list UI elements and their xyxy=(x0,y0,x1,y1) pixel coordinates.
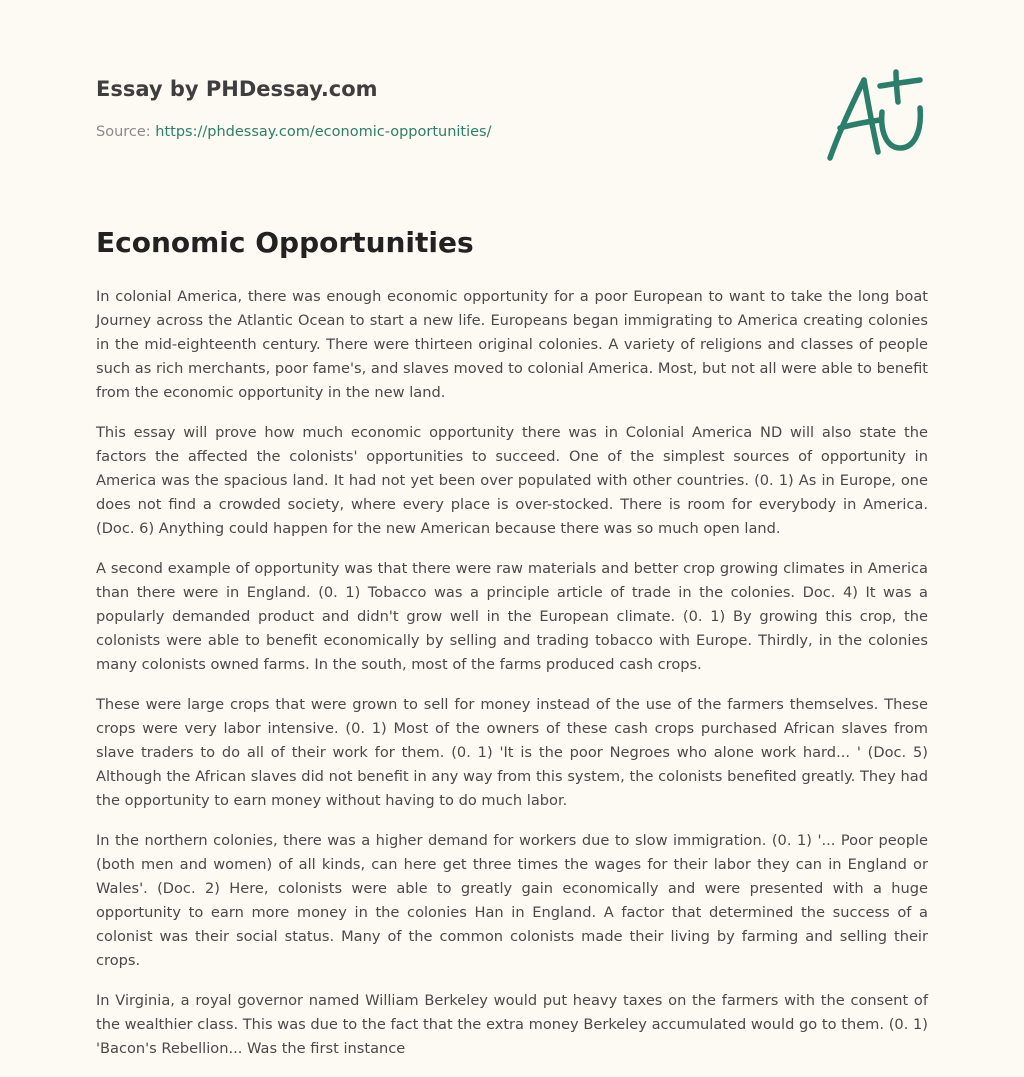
source-line xyxy=(96,124,492,140)
essay-paragraph: In the northern colonies, there was a higher demand for workers due to slow immigration. (0. 1) '... Poor people (both men and women) of all kinds, can here get three times the wages for their labor they can in England or Wales'. (Doc. 2) Here, colonists were able to greatly gain economically and were presented with a huge opportunity to earn more money in the colonies Han in England. A factor that determined the success of a colonist was their social status. Many of the common colonists made their living by farming and selling their crops. xyxy=(96,832,928,969)
essay-body xyxy=(96,285,928,1077)
essay-paragraph: These were large crops that were grown to sell for money instead of the use of the farmers themselves. These crops were very labor intensive. (0. 1) Most of the owners of these cash crops purchased African slaves from slave traders to do all of their work for them. (0. 1) 'It is the poor Negroes who alone work hard... ' (Doc. 5) Although the African slaves did not benefit in any way from this system, the colonists benefited greatly. They had the opportunity to earn money without having to do much labor. xyxy=(96,696,928,809)
essay-paragraph: A second example of opportunity was that there were raw materials and better crop growing climates in America than there were in England. (0. 1) Tobacco was a principle article of trade in the colonies. Doc. 4) It was a popularly demanded product and didn't grow well in the European climate. (0. 1) By growing this crop, the colonists were able to benefit economically by selling and trading tobacco with Europe. Thirdly, in the colonies many colonists owned farms. In the south, most of the farms produced cash crops. xyxy=(96,560,928,673)
essay-paragraph: In Virginia, a royal governor named William Berkeley would put heavy taxes on the farmers with the consent of the wealthier class. This was due to the fact that the extra money Berkeley accumulated would go to them. (0. 1) 'Bacon's Rebellion... Was the first instance xyxy=(96,992,928,1057)
a-plus-logo-icon xyxy=(822,68,926,164)
essay-paragraph: In colonial America, there was enough economic opportunity for a poor European to want to take the long boat Journey across the Atlantic Ocean to start a new life. Europeans began immigrating to America creating colonies in the mid-eighteenth century. There were thirteen original colonies. A variety of religions and classes of people such as rich merchants, poor fame's, and slaves moved to colonial America. Most, but not all were able to benefit from the economic opportunity in the new land. xyxy=(96,288,928,401)
source-label: Source: xyxy=(96,124,151,140)
site-title: Essay by PHDessay.com xyxy=(96,77,378,101)
source-link[interactable]: https://phdessay.com/economic-opportunities/ xyxy=(155,124,492,140)
essay-paragraph: This essay will prove how much economic opportunity there was in Colonial America ND will also state the factors the affected the colonists' opportunities to succeed. One of the simplest sources of opportunity in America was the spacious land. It had not yet been over populated with other countries. (0. 1) As in Europe, one does not find a crowded society, where every place is over-stocked. There is room for everybody in America. (Doc. 6) Anything could happen for the new American because there was so much open land. xyxy=(96,424,928,537)
essay-title: Economic Opportunities xyxy=(96,226,474,259)
